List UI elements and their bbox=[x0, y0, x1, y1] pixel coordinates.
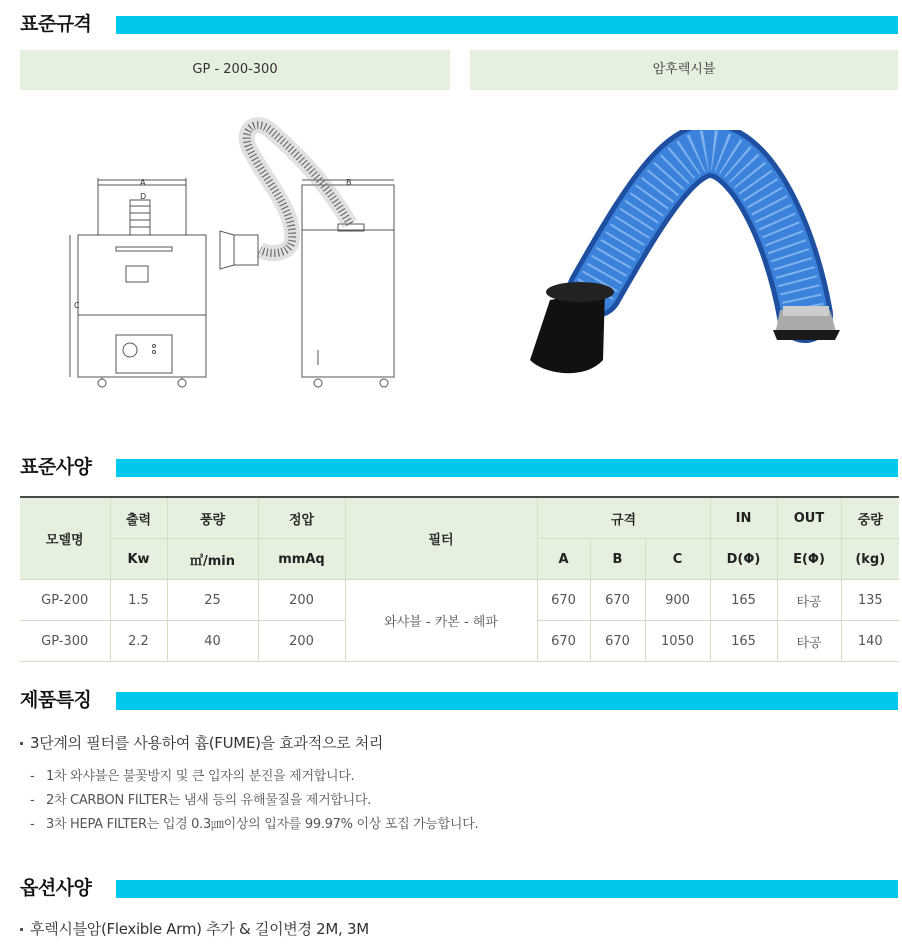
header-pressure: 정압 bbox=[258, 497, 345, 539]
section-standard-specs bbox=[20, 455, 898, 479]
section-accent-bar bbox=[116, 459, 898, 477]
cell-c: 1050 bbox=[645, 621, 710, 662]
cell-b: 670 bbox=[590, 621, 645, 662]
header-output-unit: Kw bbox=[110, 539, 167, 580]
header-airflow: 풍량 bbox=[167, 497, 258, 539]
feature-item-text: 3차 HEPA FILTER는 입경 0.3㎛이상의 입자를 99.97% 이상 포집 가능합니다. bbox=[46, 817, 479, 832]
arm-label-box: 암후렉시블 bbox=[470, 50, 898, 90]
feature-item-text: 2차 CARBON FILTER는 냄새 등의 유해물질을 제거합니다. bbox=[46, 793, 371, 808]
cell-filter: 와샤블 - 카본 - 헤파 bbox=[345, 580, 537, 662]
cell-c: 900 bbox=[645, 580, 710, 621]
dash-icon: - bbox=[30, 793, 35, 808]
header-out-unit: E(Φ) bbox=[777, 539, 841, 580]
header-pressure-unit: mmAq bbox=[258, 539, 345, 580]
header-size: 규격 bbox=[537, 497, 710, 539]
section-title: 옵션사양 bbox=[20, 877, 92, 899]
section-options bbox=[20, 876, 898, 900]
header-a: A bbox=[537, 539, 590, 580]
cell-model: GP-300 bbox=[20, 621, 110, 662]
header-in: IN bbox=[710, 497, 777, 539]
feature-main bbox=[20, 732, 383, 753]
dim-label-c: C bbox=[74, 301, 80, 310]
cell-b: 670 bbox=[590, 580, 645, 621]
spec-table bbox=[20, 496, 899, 662]
dim-label-d: D bbox=[140, 192, 147, 201]
header-airflow-unit: ㎥/min bbox=[167, 539, 258, 580]
cell-kw: 2.2 bbox=[110, 621, 167, 662]
header-b: B bbox=[590, 539, 645, 580]
section-title: 제품특징 bbox=[20, 689, 92, 711]
section-standard-spec bbox=[20, 12, 898, 36]
cell-pressure: 200 bbox=[258, 580, 345, 621]
dash-icon: - bbox=[30, 817, 35, 832]
cell-flow: 25 bbox=[167, 580, 258, 621]
header-c: C bbox=[645, 539, 710, 580]
header-weight-unit: (kg) bbox=[841, 539, 899, 580]
header-output: 출력 bbox=[110, 497, 167, 539]
cell-model: GP-200 bbox=[20, 580, 110, 621]
model-label-box: GP - 200-300 bbox=[20, 50, 450, 90]
section-features bbox=[20, 688, 898, 712]
section-accent-bar bbox=[116, 880, 898, 898]
bullet-icon bbox=[20, 928, 23, 931]
section-accent-bar bbox=[116, 16, 898, 34]
feature-item bbox=[30, 789, 371, 808]
cell-in: 165 bbox=[710, 580, 777, 621]
cell-a: 670 bbox=[537, 621, 590, 662]
feature-item bbox=[30, 765, 354, 784]
feature-item bbox=[30, 813, 478, 832]
option-main-text: 후렉시블암(Flexible Arm) 추가 & 길이변경 2M, 3M bbox=[30, 920, 369, 938]
table-row bbox=[20, 580, 899, 621]
section-title: 표준규격 bbox=[20, 13, 92, 35]
cell-out: 타공 bbox=[777, 621, 841, 662]
cell-out: 타공 bbox=[777, 580, 841, 621]
cell-pressure: 200 bbox=[258, 621, 345, 662]
section-title: 표준사양 bbox=[20, 456, 92, 478]
table-header-row bbox=[20, 497, 899, 539]
header-model: 모델명 bbox=[20, 497, 110, 580]
header-filter: 필터 bbox=[345, 497, 537, 580]
cell-weight: 140 bbox=[841, 621, 899, 662]
header-out: OUT bbox=[777, 497, 841, 539]
option-main bbox=[20, 918, 369, 939]
dim-label-a: A bbox=[140, 178, 146, 187]
dash-icon: - bbox=[30, 769, 35, 784]
cell-in: 165 bbox=[710, 621, 777, 662]
cell-kw: 1.5 bbox=[110, 580, 167, 621]
cell-weight: 135 bbox=[841, 580, 899, 621]
technical-drawing bbox=[60, 110, 420, 405]
cell-flow: 40 bbox=[167, 621, 258, 662]
section-accent-bar bbox=[116, 692, 898, 710]
header-in-unit: D(Φ) bbox=[710, 539, 777, 580]
bullet-icon bbox=[20, 742, 23, 745]
feature-main-text: 3단계의 필터를 사용하여 흄(FUME)을 효과적으로 처리 bbox=[30, 734, 384, 752]
cell-a: 670 bbox=[537, 580, 590, 621]
header-weight: 중량 bbox=[841, 497, 899, 539]
dim-label-b: B bbox=[346, 178, 352, 187]
feature-item-text: 1차 와샤블은 불꽃방지 및 큰 입자의 분진을 제거합니다. bbox=[46, 769, 355, 784]
flexible-arm-image bbox=[525, 130, 845, 385]
